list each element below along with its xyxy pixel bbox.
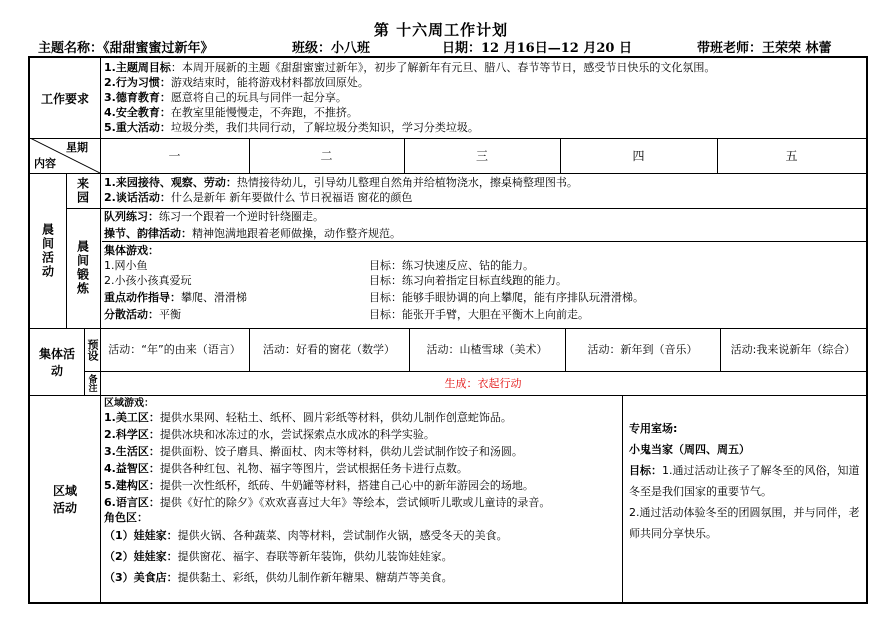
weekday-1: 一 bbox=[168, 149, 181, 163]
preset-label: 预设 bbox=[86, 338, 99, 361]
collective-label: 集体活动 bbox=[38, 346, 75, 378]
weekday-2: 二 bbox=[320, 149, 333, 163]
area-label: 区域活动 bbox=[52, 483, 77, 515]
activity-mon: 活动：“年”的由来（语言） bbox=[108, 343, 241, 356]
work-req-label: 工作要求 bbox=[40, 91, 89, 106]
weekday-3: 三 bbox=[475, 149, 488, 163]
exercise-games: 集体游戏： 1.网小鱼 目标：练习快速反应、钻的能力。 2.小孩小孩真爱玩 目标：练习向着指定目标直线跑的能力。 重点动作指导：攀爬、滑滑梯 目标：能够手眼协调的向上攀爬，能有序排队玩滑滑梯。 分散活动：平衡 目标：能张开手臂，大胆在平衡木上向前走。 bbox=[104, 244, 644, 321]
exercise-label: 晨间锻炼 bbox=[75, 240, 90, 296]
remark-generated: 生成：衣起行动 bbox=[444, 376, 522, 390]
work-req-content: 1.主题周目标：本周开展新的主题《甜甜蜜蜜过新年》，初步了解新年有元旦、腊八、春节等节日，感受节日快乐的文化氛围。 2.行为习惯：游戏结束时，能将游戏材料都放回原处。 3.德育教育：愿意将自己的玩具与同伴一起分享。 4.安全教育：在教室里能慢慢走，不奔跑，不推挤。 5.重大活动：垃圾分类，我们共同行动，了解垃圾分类知识，学习分类垃圾。 bbox=[104, 61, 716, 134]
remark-label: 备注 bbox=[86, 374, 97, 392]
theme-name: 主题名称：《甜甜蜜蜜过新年》 bbox=[38, 41, 214, 56]
special-room: 专用室场: 小鬼当家（周四、周五） 目标：1.通过活动让孩子了解冬至的风俗，知道冬至是我们国家的重要节气。 2.通过活动体验冬至的团圆氛围，并与同伴，老师共同分享快乐。 bbox=[629, 422, 860, 540]
weekday-4: 四 bbox=[632, 149, 645, 163]
weekday-5: 五 bbox=[785, 149, 798, 163]
teacher-names: 带班老师：王荣荣 林蕾 bbox=[697, 41, 832, 56]
plan-table bbox=[28, 56, 868, 604]
exercise-drill: 队列练习：练习一个跟着一个逆时针绕圈走。 操节、韵律活动：精神饱满地跟着老师做操，动作整齐规范。 bbox=[104, 210, 401, 240]
area-zones: 区域游戏： 1.美工区：提供水果网、轻粘土、纸杯、圆片彩纸等材料，供幼儿制作创意蛇饰品。 2.科学区：提供冰块和冰冻过的水，尝试探索点水成冰的科学实验。 3.生活区：提供面粉、饺子磨具、擀面杖、肉末等材料，供幼儿尝试制作饺子和汤圆。 4.益智区：提供各种红包、礼物、福字等图片，尝试根据任务卡进行点数。 5.建构区：提供一次性纸杯，纸砖、牛奶罐等材料，搭建自己心中的新年游园会的场地。 6.语言区：提供《好忙的除夕》《欢欢喜喜过大年》等绘本，尝试倾听儿歌或儿童诗的录音。 角色区： （1）娃娃家：提供火锅、各种蔬菜、肉等材料，尝试制作火锅，感受冬天的美食。 （2）娃娃家：提供窗花、福字、春联等新年装饰，供幼儿装饰娃娃家。 （3）美食店：提供黏土、彩纸，供幼儿制作新年糖果、糖葫芦等美食。 bbox=[104, 398, 551, 584]
arrival-label: 来园 bbox=[75, 176, 90, 205]
activity-wed: 活动：山楂雪球（美术） bbox=[426, 343, 548, 356]
activity-fri: 活动:我来说新年（综合） bbox=[730, 343, 856, 356]
class-name: 班级：小八班 bbox=[292, 41, 371, 56]
morning-label: 晨间活动 bbox=[40, 222, 55, 279]
page-title: 第 十六周工作计划 bbox=[373, 21, 509, 39]
corner-content: 内容 bbox=[34, 157, 56, 170]
activity-thu: 活动：新年到（音乐） bbox=[587, 343, 698, 356]
date-range: 日期：12 月16日—12 月20 日 bbox=[442, 41, 632, 56]
corner-weekday: 星期 bbox=[66, 141, 88, 154]
activity-tue: 活动：好看的窗花（数学） bbox=[263, 343, 395, 356]
arrival-content: 1.来园接待、观察、劳动：热情接待幼儿，引导幼儿整理自然角并给植物浇水，擦桌椅整理图书。 2.谈话活动：什么是新年 新年要做什么 节日祝福语 窗花的颜色 bbox=[104, 176, 578, 204]
